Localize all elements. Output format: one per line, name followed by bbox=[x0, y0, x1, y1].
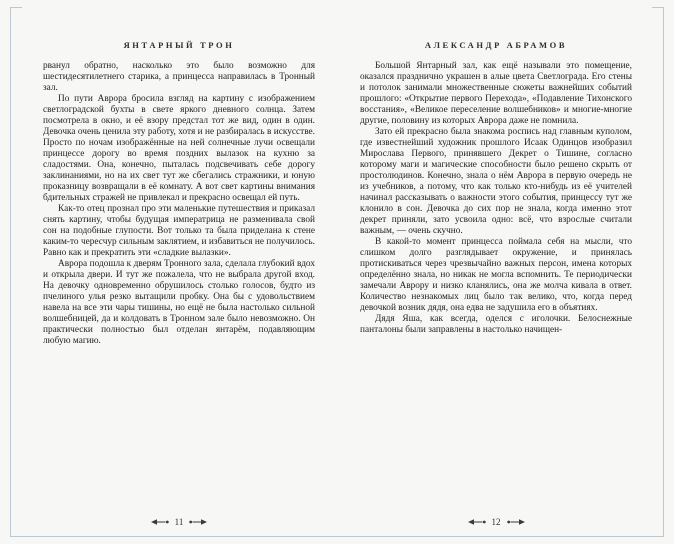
page-edge-left-line bbox=[10, 7, 11, 537]
page-left bbox=[43, 0, 315, 544]
paragraph: Дядя Яша, как всегда, оделся с иголочки. Белоснежные панталоны были заправлены в настолько начищен- bbox=[360, 314, 632, 335]
page-body-left bbox=[43, 61, 315, 347]
folio-ornament-left-icon bbox=[151, 518, 169, 526]
paragraph: По пути Аврора бросила взгляд на картину с изображением светлоградской бухты в свете яркого дневного солнца. Затем посмотрела в окно, и её взору предстал тот же вид, один в один. Девочка очень ценила эту работу, хотя и не разбиралась в искусстве. Просто по ночам изображённые на ней солнечные лучи освещали принцессе дорогу во время поздних вылазок на кухню за сладостями. Она, конечно, пыталась подсвечивать себе дорогу заклинаниями, но на их свет тут же сбегались стражники, и юную проказницу возвращали в её комнату. А вот свет картины внимания бдительных стражей не привлекал и прекрасно освещал ей путь. bbox=[43, 94, 315, 203]
page-edge-top-right-tick bbox=[652, 7, 664, 8]
paragraph: Большой Янтарный зал, как ещё называли это помещение, оказался празднично украшен в алые цвета Светлограда. Его стены и потолок занимали множественные сюжеты важнейших событий прошлого: «Открытие первого Перехода», «Подавление Тихонского восстания», «Великое переселение волшебников» и многие-многие другие, половину из которых Аврора даже не помнила. bbox=[360, 61, 632, 126]
running-header-author-name: АЛЕКСАНДР АБРАМОВ bbox=[424, 40, 568, 50]
paragraph: В какой-то момент принцесса поймала себя на мысли, что слишком долго разглядывает окружение, и принялась протискиваться через чрезвычайно важных персон, имена которых определённо знала, но никак не могла вспомнить. Те периодически замечали Аврору и низко кланялись, она же молча кивала в ответ. Количество незнакомых лиц было так велико, что, когда перед девочкой возник дядя, она едва не задушила его в объятиях. bbox=[360, 237, 632, 313]
folio-ornament-right-icon bbox=[507, 518, 525, 526]
folio-left bbox=[43, 517, 315, 527]
page-right bbox=[360, 0, 632, 544]
folio-ornament-right-icon bbox=[189, 518, 207, 526]
page-edge-right-line bbox=[663, 7, 664, 537]
folio-ornament-left-icon bbox=[468, 518, 486, 526]
page-number: 11 bbox=[174, 517, 184, 527]
paragraph: Как-то отец прознал про эти маленькие путешествия и приказал снять картину, чтобы будущая императрица не разменивала свой сон на подобные глупости. Вот только та была приделана к стене каким-то чересчур сильным заклятием, и избавиться не получилось. Равно как и прекратить эти «сладкие вылазки». bbox=[43, 204, 315, 258]
page-number: 12 bbox=[491, 517, 501, 527]
page-body-right bbox=[360, 61, 632, 336]
running-header-book-title: ЯНТАРНЫЙ ТРОН bbox=[123, 40, 235, 50]
folio-right bbox=[360, 517, 632, 527]
paragraph: рванул обратно, насколько это было возможно для шестидесятилетнего старика, а принцесса направилась в Тронный зал. bbox=[43, 61, 315, 93]
paragraph: Аврора подошла к дверям Тронного зала, сделала глубокий вдох и открыла двери. И тут же пожалела, что не выбрала другой вход. На девочку одновременно обрушилось столько голосов, будто из пчелиного улья резко вытащили пробку. Она бы с удовольствием навела на все эти чары тишины, но ещё не была настолько сильной волшебницей, да и колдовать в Тронном зале было невозможно. Он практически полностью был отделан янтарём, подавляющим любую магию. bbox=[43, 259, 315, 346]
page-edge-top-left-tick bbox=[10, 7, 22, 8]
paragraph: Зато ей прекрасно была знакома роспись над главным куполом, где известнейший художник прошлого Исаак Одинцов изобразил Мирослава Первого, принявшего Декрет о Тишине, согласно которому маги и магические способности было решено скрыть от простолюдинов. Конечно, знала о нём Аврора в первую очередь не из учебников, а потому, что как только кто-нибудь из её учителей начинал рассказывать о важности этого события, принцессу тут же клонило в сон. Девочка до сих пор не знала, когда именно этот декрет приняли, зато усвоила одно: всё, что взрослые считали важным, — очень скучно. bbox=[360, 127, 632, 236]
